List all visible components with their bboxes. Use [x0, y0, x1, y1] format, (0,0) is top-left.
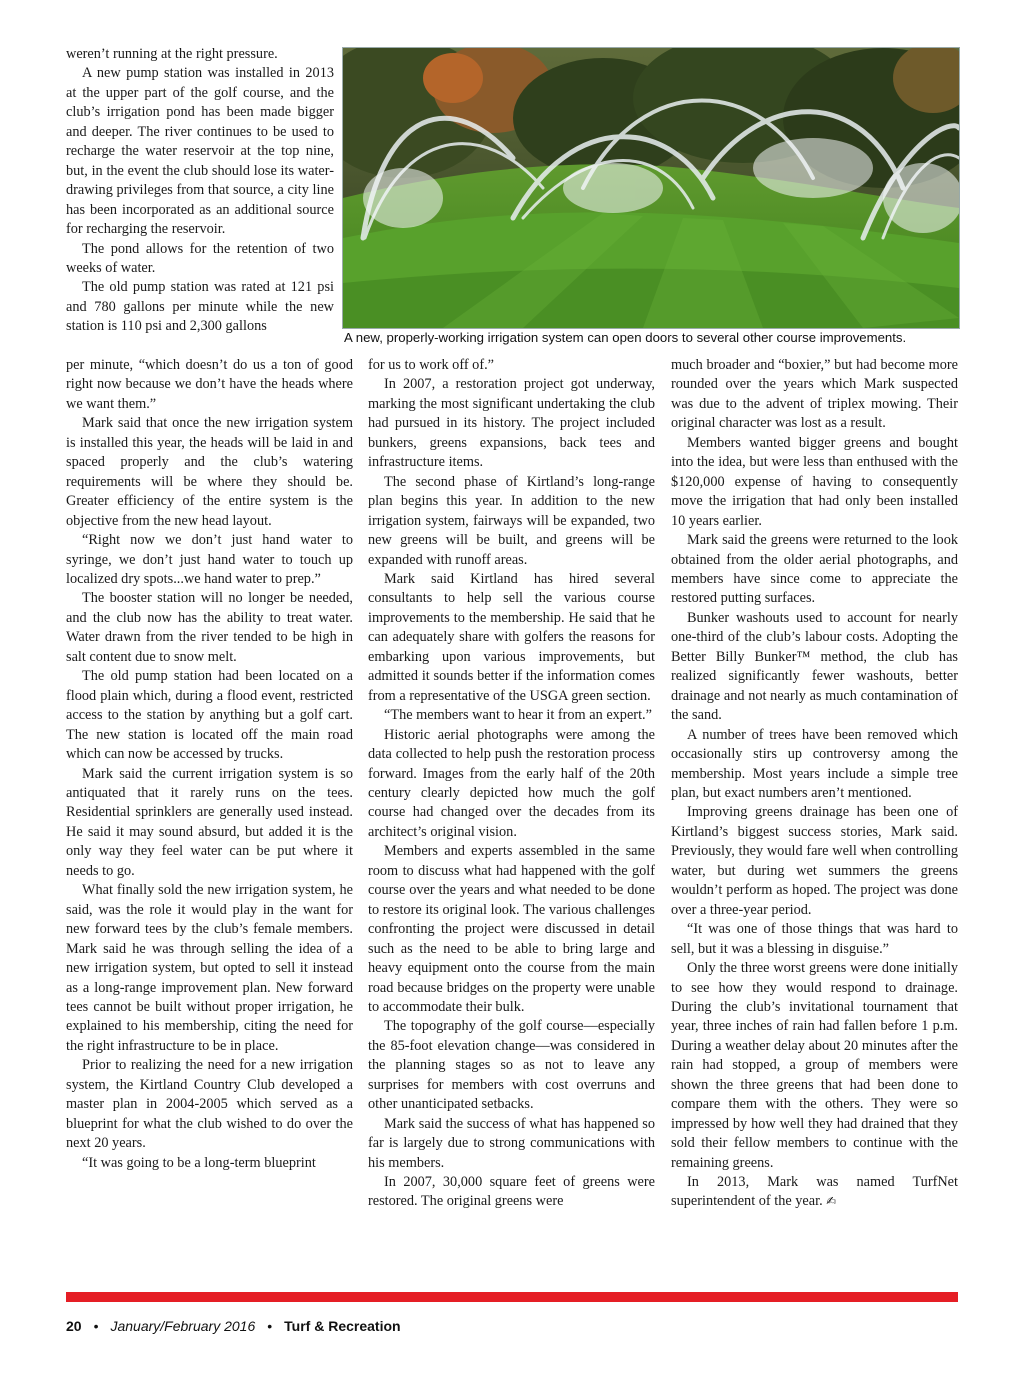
column-2	[368, 356, 655, 1212]
paragraph: for us to work off of.”	[368, 357, 494, 373]
paragraph: “It was one of those things that was hard to sell, but it was a blessing in disguise.”	[671, 921, 958, 957]
paragraph: In 2007, 30,000 square feet of greens were restored. The original greens were	[368, 1174, 655, 1210]
sprinkler-fairway-image	[343, 48, 959, 328]
paragraph: A new pump station was installed in 2013 at the upper part of the golf course, and the club’s irrigation pond has been made bigger and deeper. The river continues to be used to recharge the water reservoir at the top nine, but, in the event the club should lose its water-drawing privileges from that source, a city line has been incorporated as an additional source for recharging the reservoir.	[66, 65, 334, 238]
paragraph-text: In 2013, Mark was named TurfNet superintendent of the year.	[671, 1174, 958, 1210]
paragraph: The booster station will no longer be needed, and the club now has the ability to treat water. Water drawn from the river tended to be high in salt content due to snow melt.	[66, 590, 353, 665]
paragraph: What finally sold the new irrigation system, he said, was the role it would play in the want for new forward tees by the club’s female members. Mark said he was through selling the idea of a new irrigation system, but opted to sell it instead as a long-range improvement plan. New forward tees cannot be built without proper irrigation, he explained to his membership, citing the need for the right infrastructure to be in place.	[66, 882, 353, 1054]
paragraph: Historic aerial photographs were among the data collected to help push the restoration process forward. Images from the early half of the 20th century clearly depicted how much the golf course had changed over the decades from its architect’s original vision.	[368, 726, 655, 840]
paragraph: “The members want to hear it from an expert.”	[384, 707, 652, 724]
paragraph: Improving greens drainage has been one of Kirtland’s biggest success stories, Mark said. Previously, they would fare well when controlling water, but during wet summers the greens wouldn’t perform as hoped. The project was done over a three-year period.	[671, 804, 958, 918]
column-1-top	[66, 45, 334, 337]
paragraph: Mark said the greens were returned to the look obtained from the older aerial photographs, and members have since come to appreciate the restored putting surfaces.	[671, 532, 958, 607]
paragraph: The topography of the golf course—especially the 85-foot elevation change—was considered in the planning stages so as not to leave any surprises for members with cost overruns and other unanticipated setbacks.	[368, 1018, 655, 1113]
paragraph: The old pump station was rated at 121 psi and 780 gallons per minute while the new station is 110 psi and 2,300 gallons	[66, 279, 334, 335]
paragraph: Mark said Kirtland has hired several consultants to help sell the various course improvements to the membership. He said that he can adequately share with golfers the reasons for embarking upon various improvements, but admitted it sounds better if the information comes from a representative of the USGA green section.	[368, 570, 655, 704]
paragraph: Mark said the success of what has happened so far is largely due to strong communications with his members.	[368, 1115, 655, 1171]
paragraph: Prior to realizing the need for a new irrigation system, the Kirtland Country Club developed a master plan in 2004-2005 which served as a blueprint for what the club wished to do over the next 20 years.	[66, 1057, 353, 1152]
paragraph: The old pump station had been located on a flood plain which, during a flood event, restricted access to the station by anything but a golf cart. The new station is located off the main road which can now be accessed by trucks.	[66, 668, 353, 763]
paragraph: In 2007, a restoration project got underway, marking the most significant undertaking the club had pursued in its history. The project included bunkers, greens expansions, back tees and infrastructure items.	[368, 376, 655, 471]
footer-rule	[66, 1292, 958, 1302]
footer-separator: •	[93, 1318, 99, 1334]
paragraph: Only the three worst greens were done initially to see how they would respond to drainage. During the club’s invitational tournament that year, three inches of rain had fallen before 1 p.m. During a weather delay about 20 minutes after the rain had stopped, a group of members were shown the three greens that had been done to compare them with the others. They were so impressed by how well they had drained that they sold their fellow members to continue with the remaining greens.	[671, 960, 958, 1171]
paragraph: The second phase of Kirtland’s long-range plan begins this year. In addition to the new irrigation system, fairways will be expanded, two new greens will be built, and greens will be expanded with runoff areas.	[368, 473, 655, 568]
column-3	[671, 356, 958, 1212]
end-mark-icon: ✍	[826, 1194, 837, 1209]
paragraph: Mark said that once the new irrigation system is installed this year, the heads will be laid in and spaced properly and the club’s watering requirements will be where they should be. Greater efficiency of the entire system is the objective from the new head layout.	[66, 415, 353, 529]
paragraph	[671, 1173, 958, 1212]
paragraph: weren’t running at the right pressure.	[66, 46, 278, 62]
photo-caption: A new, properly-working irrigation system can open doors to several other course improvements.	[344, 330, 907, 345]
page-footer	[66, 1318, 401, 1334]
issue-date: January/February 2016	[110, 1318, 256, 1334]
page-number: 20	[66, 1318, 82, 1334]
irrigation-photo	[342, 47, 960, 329]
paragraph: “It was going to be a long-term blueprint	[82, 1154, 316, 1171]
paragraph: Mark said the current irrigation system is so antiquated that it rarely runs on the tees. Residential sprinklers are generally used instead. He said it may sound absurd, but added it is the only way they feel water can be put where it needs to go.	[66, 765, 353, 879]
paragraph: Members and experts assembled in the same room to discuss what had happened with the golf course over the years and what needed to be done to restore its original look. The various challenges confronting the project were discussed in detail such as the need to be able to bring large and heavy equipment onto the course from the main road because bridges on the property were unable to accommodate their bulk.	[368, 843, 655, 1015]
paragraph: much broader and “boxier,” but had become more rounded over the years which Mark suspected was due to the advent of triplex mowing. Their original character was lost as a result.	[671, 357, 958, 432]
publication-name: Turf & Recreation	[284, 1318, 401, 1334]
column-1	[66, 356, 353, 1173]
footer-separator: •	[267, 1318, 273, 1334]
paragraph: The pond allows for the retention of two weeks of water.	[66, 240, 334, 276]
paragraph: Members wanted bigger greens and bought into the idea, but were less than enthused with the $120,000 expense of having to consequently move the irrigation that had only been installed 10 years earlier.	[671, 434, 958, 529]
paragraph: “Right now we don’t just hand water to syringe, we don’t just hand water to touch up localized dry spots...we hand water to prep.”	[66, 532, 353, 587]
paragraph: Bunker washouts used to account for nearly one-third of the club’s labour costs. Adopting the Better Billy Bunker™ method, the club has realized significantly fewer washouts, better drainage and not nearly as much contamination of the sand.	[671, 609, 958, 724]
paragraph: A number of trees have been removed which occasionally stirs up controversy among the membership. Most years include a simple tree plan, but exact numbers aren’t mentioned.	[671, 726, 958, 801]
paragraph: per minute, “which doesn’t do us a ton of good right now because we don’t have the heads where we want them.”	[66, 357, 353, 412]
